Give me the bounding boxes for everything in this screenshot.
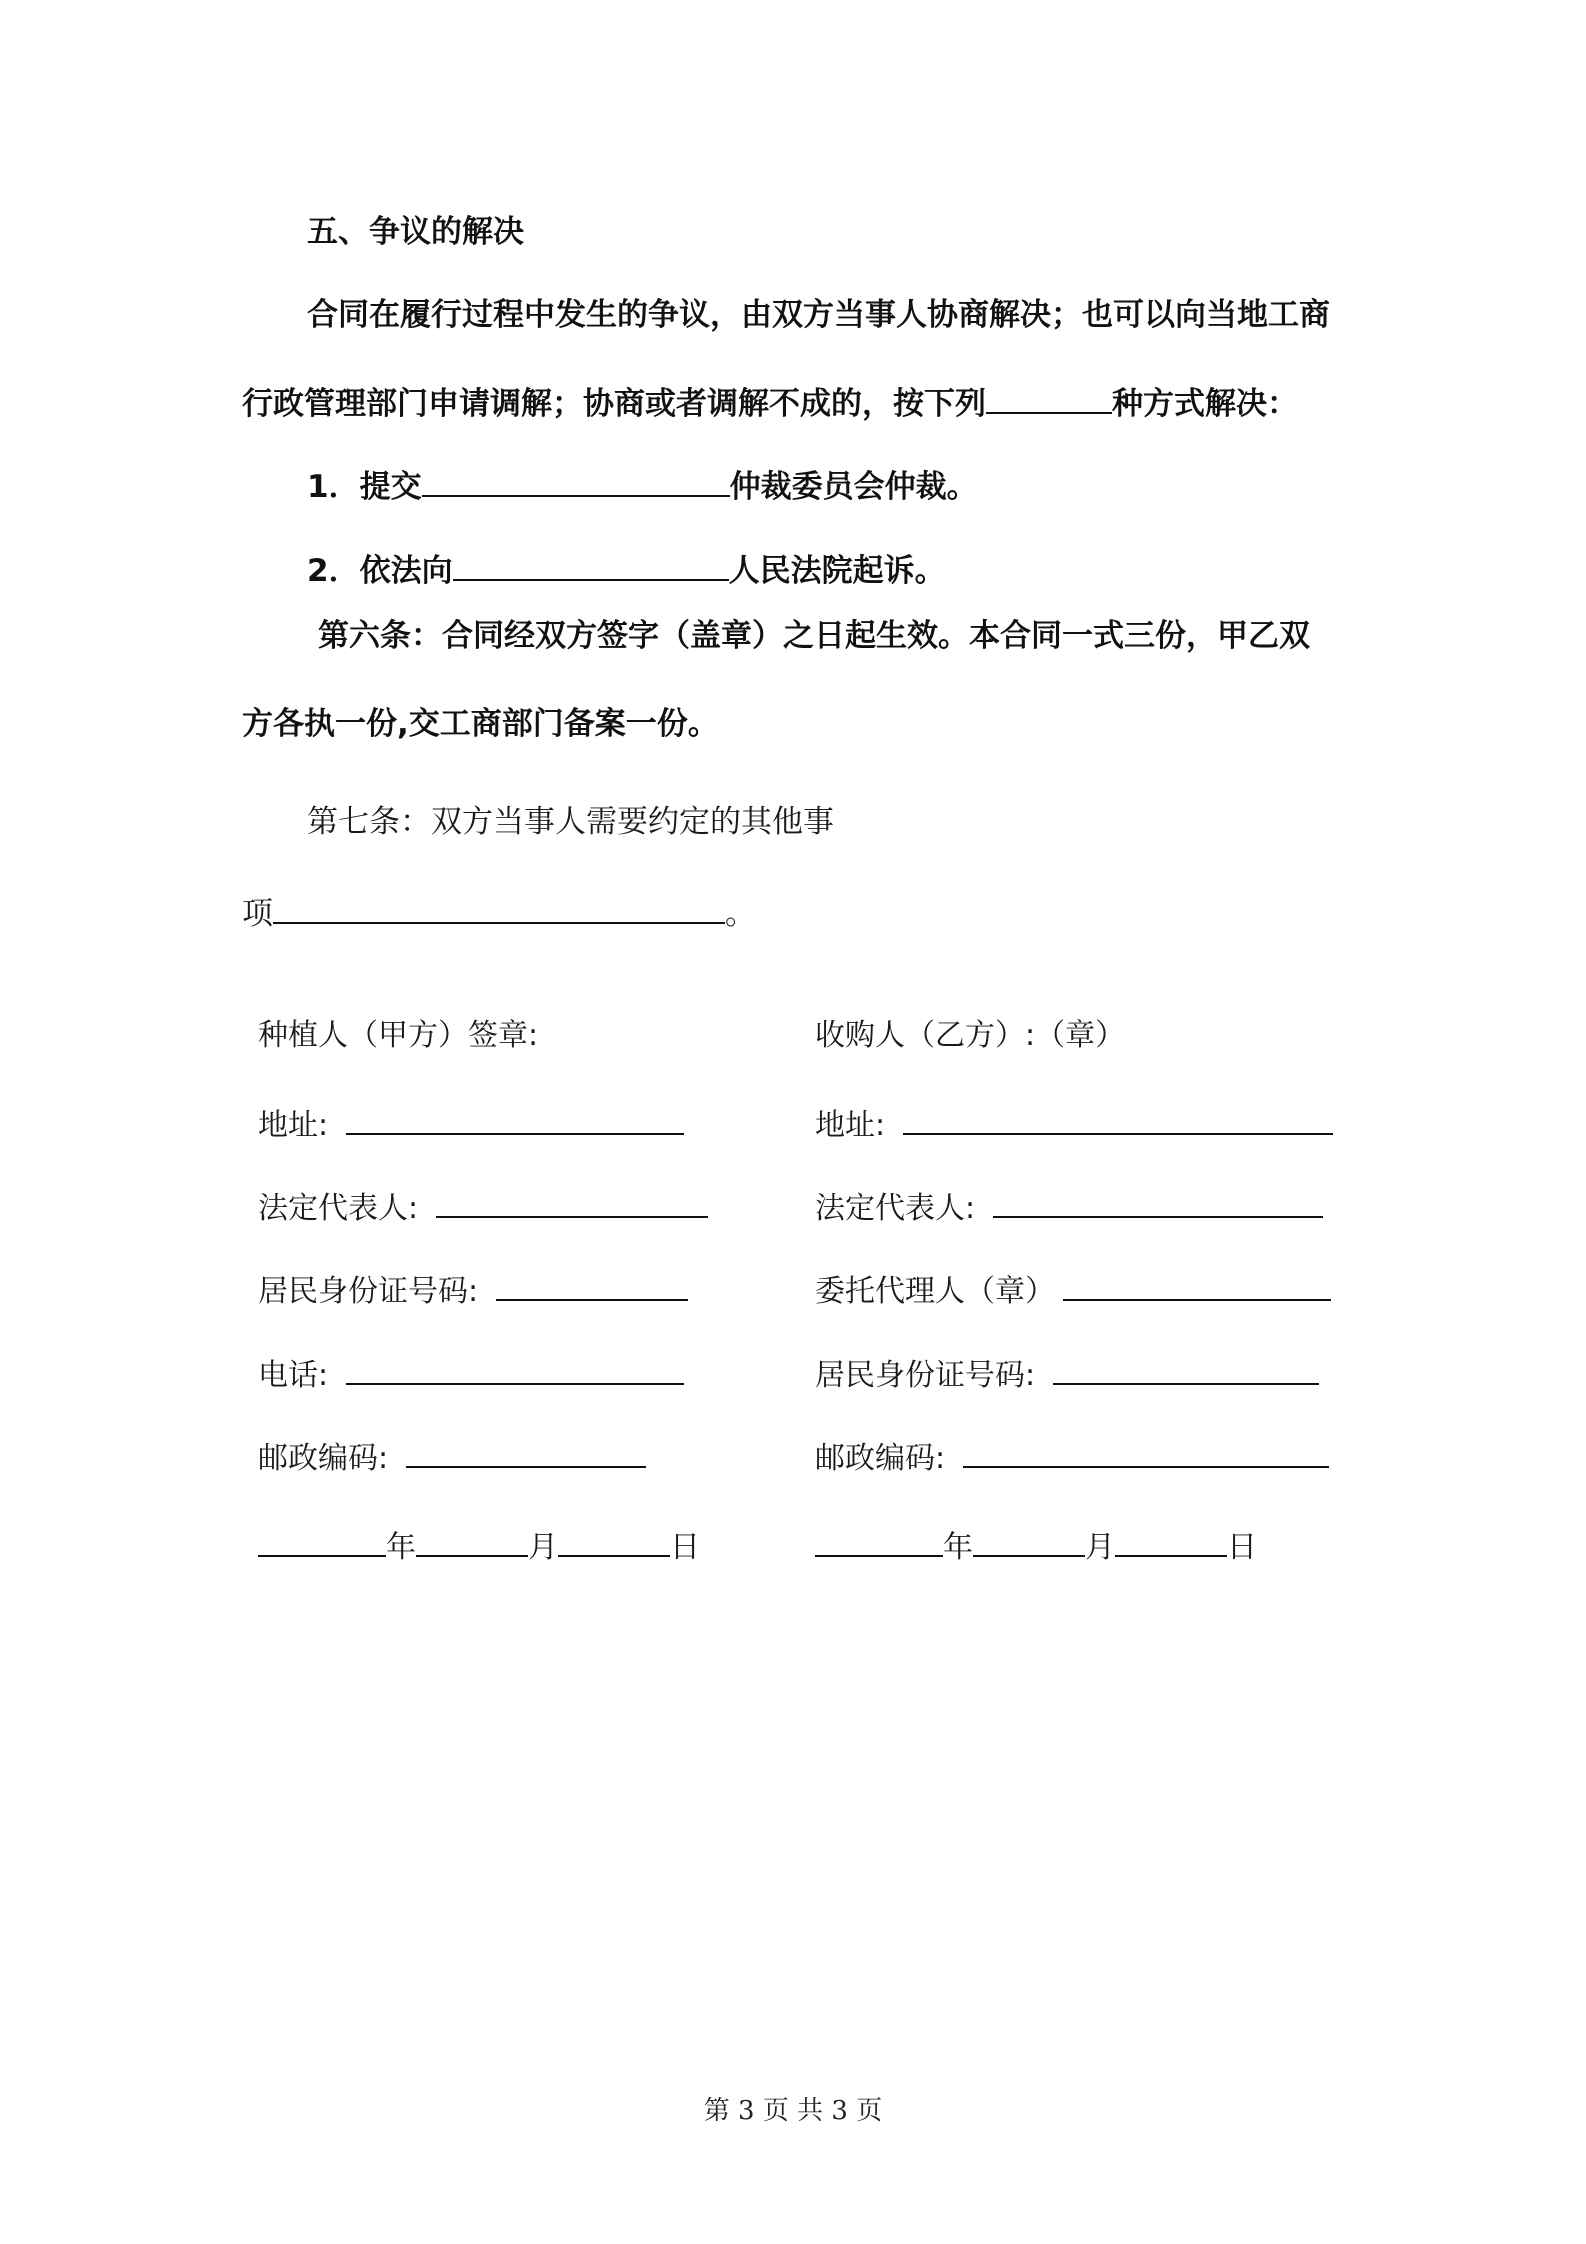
party-a-phone-row	[258, 1349, 684, 1396]
party-a-legal-rep-row	[258, 1182, 708, 1229]
list-item-text: 2．依法向	[307, 553, 453, 589]
paragraph-line	[242, 378, 1298, 424]
field-label: 邮政编码:	[258, 1441, 389, 1476]
paragraph-text: 。	[725, 896, 756, 932]
field-label: 邮政编码:	[815, 1441, 946, 1476]
fill-in-blank[interactable]	[273, 888, 725, 924]
date-label: 年	[386, 1530, 416, 1565]
paragraph-line	[242, 704, 719, 744]
party-b-address-row	[815, 1099, 1333, 1146]
date-label: 年	[943, 1530, 973, 1565]
page-number: 第 3 页 共 3 页	[703, 2096, 883, 2126]
fill-in-blank[interactable]	[453, 545, 729, 581]
paragraph-line	[307, 295, 1330, 335]
party-b-legal-rep-field[interactable]	[993, 1182, 1323, 1218]
fill-in-blank[interactable]	[422, 461, 730, 497]
date-label: 月	[1085, 1530, 1115, 1565]
party-a-postcode-field[interactable]	[406, 1432, 646, 1468]
party-b-agent-row	[815, 1265, 1331, 1312]
paragraph-text: 第七条：双方当事人需要约定的其他事	[307, 804, 834, 840]
party-a-date-row	[258, 1521, 700, 1568]
fill-in-blank[interactable]	[986, 378, 1112, 414]
party-a-address-row	[258, 1099, 684, 1146]
paragraph-text: 方各执一份,交工商部门备案一份。	[242, 706, 719, 742]
party-b-month-field[interactable]	[973, 1521, 1085, 1557]
party-b-title: 收购人（乙方）:（章）	[815, 1018, 1126, 1053]
party-a-address-field[interactable]	[346, 1099, 684, 1135]
party-b-date-row	[815, 1521, 1257, 1568]
party-b-day-field[interactable]	[1115, 1521, 1227, 1557]
party-a-day-field[interactable]	[558, 1521, 670, 1557]
party-b-postcode-row	[815, 1432, 1329, 1479]
field-label: 地址:	[258, 1108, 329, 1143]
party-b-postcode-field[interactable]	[963, 1432, 1329, 1468]
party-b-agent-field[interactable]	[1063, 1265, 1331, 1301]
party-a-phone-field[interactable]	[346, 1349, 684, 1385]
field-label: 委托代理人（章）	[815, 1274, 1055, 1309]
party-b-id-row	[815, 1349, 1319, 1396]
field-label: 电话:	[258, 1358, 329, 1393]
field-label: 法定代表人:	[258, 1191, 419, 1226]
party-a-id-field[interactable]	[496, 1265, 688, 1301]
party-b-legal-rep-row	[815, 1182, 1323, 1229]
date-label: 日	[1227, 1530, 1257, 1565]
party-a-legal-rep-field[interactable]	[436, 1182, 708, 1218]
page-footer	[0, 2090, 1586, 2127]
paragraph-line	[307, 802, 834, 842]
paragraph-line	[318, 616, 1310, 656]
paragraph-text: 第六条：合同经双方签字（盖章）之日起生效。本合同一式三份，甲乙双	[318, 618, 1310, 654]
paragraph-text: 种方式解决：	[1112, 386, 1298, 422]
list-item-text: 仲裁委员会仲裁。	[729, 469, 978, 505]
party-b-year-field[interactable]	[815, 1521, 943, 1557]
section-title	[307, 212, 524, 252]
list-item	[307, 545, 946, 591]
field-label: 居民身份证号码:	[258, 1274, 479, 1309]
date-label: 日	[670, 1530, 700, 1565]
list-item-text: 1．提交	[307, 469, 422, 505]
list-item-text: 人民法院起诉。	[728, 553, 946, 589]
party-a-month-field[interactable]	[416, 1521, 528, 1557]
party-a-postcode-row	[258, 1432, 646, 1479]
party-a-title: 种植人（甲方）签章:	[258, 1018, 539, 1053]
party-a-year-field[interactable]	[258, 1521, 386, 1557]
party-b-id-field[interactable]	[1053, 1349, 1319, 1385]
field-label: 法定代表人:	[815, 1191, 976, 1226]
paragraph-line	[242, 888, 756, 934]
party-b-address-field[interactable]	[903, 1099, 1333, 1135]
list-item	[307, 461, 978, 507]
field-label: 地址:	[815, 1108, 886, 1143]
paragraph-text: 合同在履行过程中发生的争议，由双方当事人协商解决；也可以向当地工商	[307, 297, 1330, 333]
section-title-text: 五、争议的解决	[307, 214, 524, 250]
paragraph-text: 项	[242, 896, 273, 932]
field-label: 居民身份证号码:	[815, 1358, 1036, 1393]
date-label: 月	[528, 1530, 558, 1565]
paragraph-text: 行政管理部门申请调解；协商或者调解不成的，按下列	[242, 386, 986, 422]
party-a-id-row	[258, 1265, 688, 1312]
